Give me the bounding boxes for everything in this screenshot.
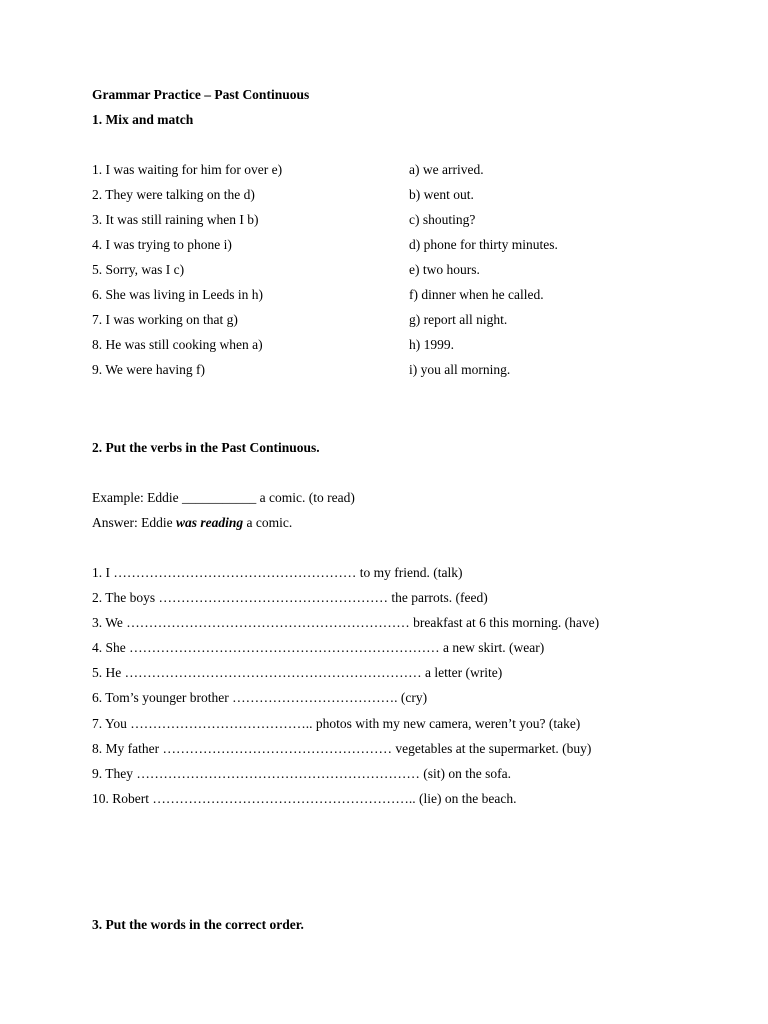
match-left-item: 3. It was still raining when I b) xyxy=(92,212,259,227)
exercise-item: 9. They ……………………………………………………… (sit) on the sofa. xyxy=(92,766,511,781)
match-right-item: b) went out. xyxy=(409,187,474,202)
section3-heading: 3. Put the words in the correct order. xyxy=(92,917,304,932)
exercise-item: 3. We ……………………………………………………… breakfast at 6 this morning. (have) xyxy=(92,615,600,630)
match-right-item: h) 1999. xyxy=(409,337,454,352)
match-left-item: 4. I was trying to phone i) xyxy=(92,237,232,252)
answer-emphasis: was reading xyxy=(175,515,244,530)
exercise-item: 10. Robert ………………………………………………….. (lie) on the beach. xyxy=(92,791,517,806)
match-left-item: 6. She was living in Leeds in h) xyxy=(92,287,263,302)
example-prefix: Example: Eddie xyxy=(92,490,182,505)
exercise-item: 8. My father …………………………………………… vegetables at the supermarket. (buy) xyxy=(92,741,592,756)
exercise-item: 7. You ………………………………….. photos with my new camera, weren’t you? (take) xyxy=(92,716,581,731)
match-right-item: c) shouting? xyxy=(409,212,476,227)
match-left-item: 7. I was working on that g) xyxy=(92,312,238,327)
match-right-item: e) two hours. xyxy=(409,262,480,277)
section1-heading: 1. Mix and match xyxy=(92,112,194,127)
page-title: Grammar Practice – Past Continuous xyxy=(92,87,310,102)
exercise-item: 5. He ………………………………………………………… a letter (write) xyxy=(92,665,503,680)
match-right-item: d) phone for thirty minutes. xyxy=(409,237,558,252)
example-suffix: a comic. (to read) xyxy=(256,490,355,505)
match-left-item: 9. We were having f) xyxy=(92,362,205,377)
match-right-item: a) we arrived. xyxy=(409,162,484,177)
match-left-item: 8. He was still cooking when a) xyxy=(92,337,263,352)
example-line xyxy=(92,489,355,507)
match-left-item: 5. Sorry, was I c) xyxy=(92,262,185,277)
match-right-item: g) report all night. xyxy=(409,312,508,327)
section2-heading: 2. Put the verbs in the Past Continuous. xyxy=(92,440,320,455)
answer-line xyxy=(92,514,292,532)
example-blank: ___________ xyxy=(181,490,257,505)
exercise-item: 6. Tom’s younger brother ………………………………. (cry) xyxy=(92,690,428,705)
exercise-item: 1. I ……………………………………………… to my friend. (talk) xyxy=(92,565,463,580)
match-right-item: i) you all morning. xyxy=(409,362,511,377)
exercise-item: 4. She …………………………………………………………… a new skirt. (wear) xyxy=(92,640,545,655)
match-left-item: 1. I was waiting for him for over e) xyxy=(92,162,283,177)
answer-suffix: a comic. xyxy=(243,515,293,530)
exercise-item: 2. The boys …………………………………………… the parrots. (feed) xyxy=(92,590,488,605)
answer-prefix: Answer: Eddie xyxy=(92,515,176,530)
match-left-item: 2. They were talking on the d) xyxy=(92,187,255,202)
match-right-item: f) dinner when he called. xyxy=(409,287,544,302)
